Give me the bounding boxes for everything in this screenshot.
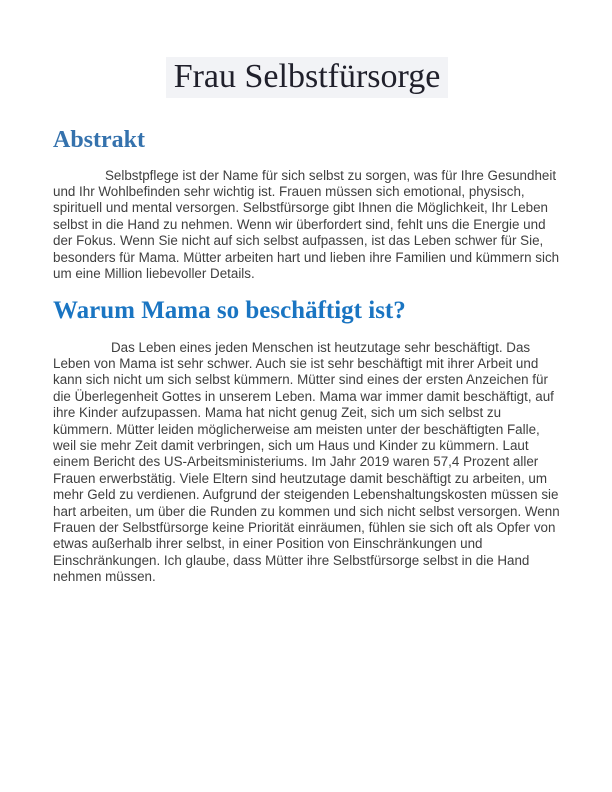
document-title-text: Frau Selbstfürsorge: [166, 57, 449, 98]
heading-warum-mama: Warum Mama so beschäftigt ist?: [53, 297, 406, 325]
document-title: [53, 56, 561, 99]
paragraph-abstract: Selbstpflege ist der Name für sich selbst zu sorgen, was für Ihre Gesundheit und Ihr Wohlbefinden sehr wichtig ist. Frauen müssen sich emotional, physisch, spirituell und mental versorgen. Selbstfürsorge gibt Ihnen die Möglichkeit, Ihr Leben selbst in die Hand zu nehmen. Wenn wir überfordert sind, fehlt uns die Energie und der Fokus. Wenn Sie nicht auf sich selbst aufpassen, ist das Leben schwer für Sie, besonders für Mama. Mütter arbeiten hart und lieben ihre Familien und kümmern sich um eine Million liebevoller Details.: [53, 167, 560, 281]
paragraph-warum-mama: Das Leben eines jeden Menschen ist heutzutage sehr beschäftigt. Das Leben von Mama ist sehr schwer. Auch sie ist sehr beschäftigt mit ihrer Arbeit und kann sich nicht um sich selbst kümmern. Mütter sind eines der ersten Anzeichen für die Überlegenheit Gottes in unserem Leben. Mama war immer damit beschäftigt, auf ihre Kinder aufzupassen. Mama hat nicht genug Zeit, sich um sich selbst zu kümmern. Mütter leiden möglicherweise am meisten unter der beschäftigten Falle, weil sie mehr Zeit damit verbringen, sich um Haus und Kinder zu kümmern. Laut einem Bericht des US-Arbeitsministeriums. Im Jahr 2019 waren 57,4 Prozent aller Frauen erwerbstätig. Viele Eltern sind heutzutage damit beschäftigt zu arbeiten, um mehr Geld zu verdienen. Aufgrund der steigenden Lebenshaltungskosten müssen sie hart arbeiten, um über die Runden zu kommen und sich nicht selbst versorgen. Wenn Frauen der Selbstfürsorge keine Priorität einräumen, fühlen sie sich oft als Opfer von etwas außerhalb ihrer selbst, in einer Position von Einschränkungen und Einschränkungen. Ich glaube, dass Mütter ihre Selbstfürsorge selbst in die Hand nehmen müssen.: [53, 339, 560, 585]
heading-abstrakt: Abstrakt: [53, 126, 146, 153]
